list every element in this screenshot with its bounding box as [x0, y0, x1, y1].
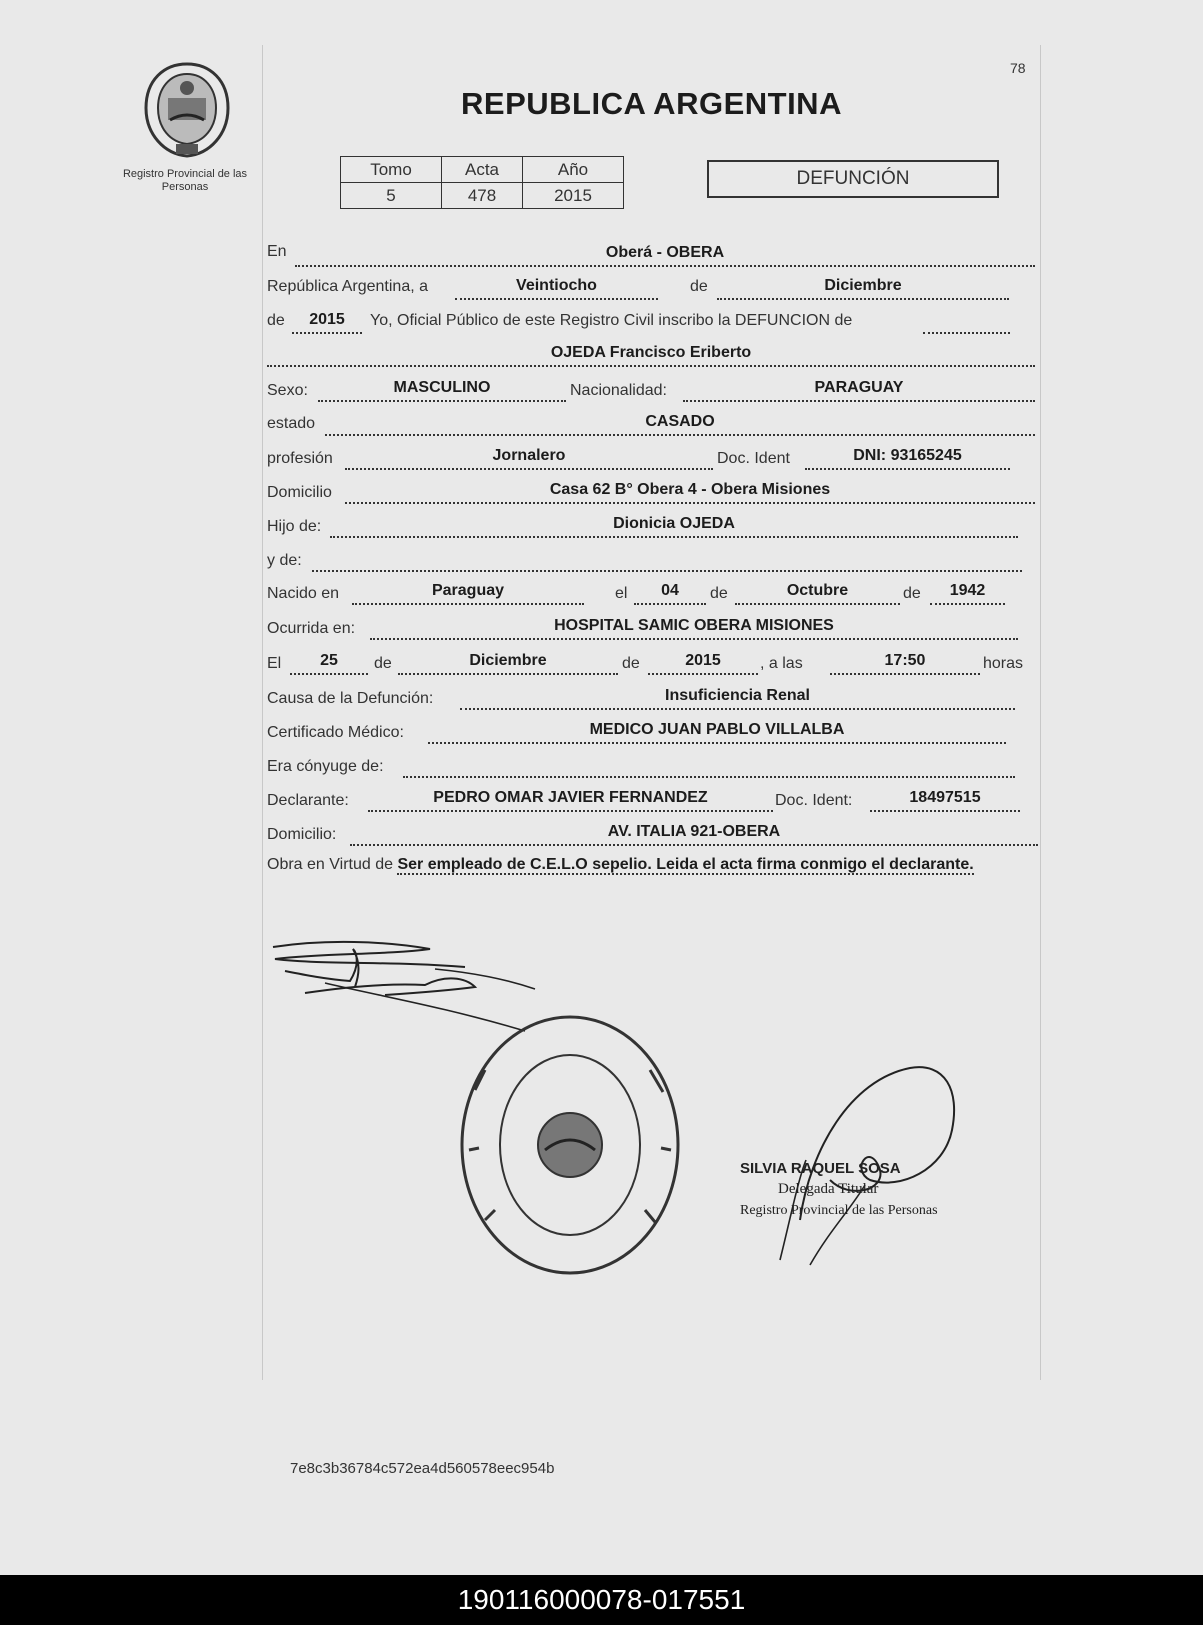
- field-nombre: OJEDA Francisco Eriberto: [267, 343, 1035, 367]
- label-domicilio-2: Domicilio:: [267, 826, 337, 843]
- field-profesion: Jornalero: [345, 446, 713, 470]
- acta-header: Acta: [442, 157, 523, 183]
- label-de-3: de: [710, 585, 728, 602]
- label-y-de: y de:: [267, 552, 302, 569]
- signatory-block: [740, 1158, 960, 1221]
- act-type-box: DEFUNCIÓN: [707, 160, 999, 198]
- field-sexo: MASCULINO: [318, 378, 566, 402]
- label-doc-ident: Doc. Ident: [717, 450, 790, 467]
- tomo-value: 5: [341, 183, 442, 209]
- field-blank-continuation: [923, 310, 1010, 334]
- field-declarante-domicilio: AV. ITALIA 921-OBERA: [350, 822, 1038, 846]
- field-domicilio: Casa 62 B° Obera 4 - Obera Misiones: [345, 480, 1035, 504]
- field-estado: CASADO: [325, 412, 1035, 436]
- label-el-cap: El: [267, 655, 282, 672]
- field-nac-mes: Octubre: [735, 581, 900, 605]
- label-ocurrida-en: Ocurrida en:: [267, 620, 356, 637]
- field-anio: 2015: [292, 310, 362, 334]
- right-margin-line: [1040, 45, 1041, 1380]
- label-en: En: [267, 243, 287, 260]
- field-nacido-en: Paraguay: [352, 581, 584, 605]
- label-certificado: Certificado Médico:: [267, 724, 404, 741]
- field-nac-dia: 04: [634, 581, 706, 605]
- label-de-1: de: [690, 278, 708, 295]
- field-nacionalidad: PARAGUAY: [683, 378, 1035, 402]
- field-documento: DNI: 93165245: [805, 446, 1010, 470]
- label-nacido-en: Nacido en: [267, 585, 340, 602]
- label-sexo: Sexo:: [267, 382, 308, 399]
- obra-en-virtud: [267, 853, 1037, 876]
- label-a-las: , a las: [760, 655, 803, 672]
- label-declarante: Declarante:: [267, 792, 349, 809]
- field-y-de: [312, 548, 1022, 572]
- barcode-number: 190116000078-017551: [0, 1575, 1203, 1625]
- document-hash: 7e8c3b36784c572ea4d560578eec954b: [290, 1460, 555, 1477]
- label-causa: Causa de la Defunción:: [267, 690, 434, 707]
- field-def-dia: 25: [290, 651, 368, 675]
- field-nac-anio: 1942: [930, 581, 1005, 605]
- label-horas: horas: [983, 655, 1024, 672]
- page-number: 78: [1010, 60, 1026, 76]
- label-de-4: de: [903, 585, 921, 602]
- registry-label: Registro Provincial de las Personas: [122, 168, 248, 193]
- field-declarante-doc: 18497515: [870, 788, 1020, 812]
- acta-value: 478: [442, 183, 523, 209]
- field-dia-letras: Veintiocho: [455, 276, 658, 300]
- field-mes: Diciembre: [717, 276, 1009, 300]
- official-stamp: [455, 1010, 685, 1280]
- label-doc-ident-2: Doc. Ident:: [775, 792, 853, 809]
- field-def-anio: 2015: [648, 651, 758, 675]
- label-conyuge: Era cónyuge de:: [267, 758, 384, 775]
- label-de-6: de: [622, 655, 640, 672]
- label-nacionalidad: Nacionalidad:: [570, 382, 667, 399]
- tomo-header: Tomo: [341, 157, 442, 183]
- label-profesion: profesión: [267, 450, 333, 467]
- tomo-acta-table: [340, 156, 624, 209]
- label-de-5: de: [374, 655, 392, 672]
- label-domicilio: Domicilio: [267, 484, 332, 501]
- label-yo-oficial: Yo, Oficial Público de este Registro Civil inscribo la DEFUNCION de: [370, 312, 853, 329]
- field-def-mes: Diciembre: [398, 651, 618, 675]
- field-def-hora: 17:50: [830, 651, 980, 675]
- signatory-name: SILVIA RAQUEL SOSA: [740, 1160, 901, 1177]
- left-margin-line: [262, 45, 263, 1380]
- label-rep-arg: República Argentina, a: [267, 278, 428, 295]
- anio-header: Año: [523, 157, 624, 183]
- field-lugar: Oberá - OBERA: [295, 243, 1035, 267]
- label-hijo-de: Hijo de:: [267, 518, 322, 535]
- signatory-office: Registro Provincial de las Personas: [740, 1203, 938, 1218]
- field-causa: Insuficiencia Renal: [460, 686, 1015, 710]
- label-obra: Obra en Virtud de: [267, 856, 394, 873]
- signatory-role: Delegada Titular: [778, 1181, 879, 1197]
- field-conyuge: [403, 754, 1015, 778]
- anio-value: 2015: [523, 183, 624, 209]
- label-el: el: [615, 585, 628, 602]
- field-hijo-de: Dionicia OJEDA: [330, 514, 1018, 538]
- country-title: REPUBLICA ARGENTINA: [461, 86, 842, 121]
- field-declarante: PEDRO OMAR JAVIER FERNANDEZ: [368, 788, 773, 812]
- field-certificado: MEDICO JUAN PABLO VILLALBA: [428, 720, 1006, 744]
- field-obra-texto: Ser empleado de C.E.L.O sepelio. Leida el acta firma conmigo el declarante.: [397, 856, 974, 873]
- label-estado: estado: [267, 415, 316, 432]
- field-ocurrida-en: HOSPITAL SAMIC OBERA MISIONES: [370, 616, 1018, 640]
- label-de-2: de: [267, 312, 285, 329]
